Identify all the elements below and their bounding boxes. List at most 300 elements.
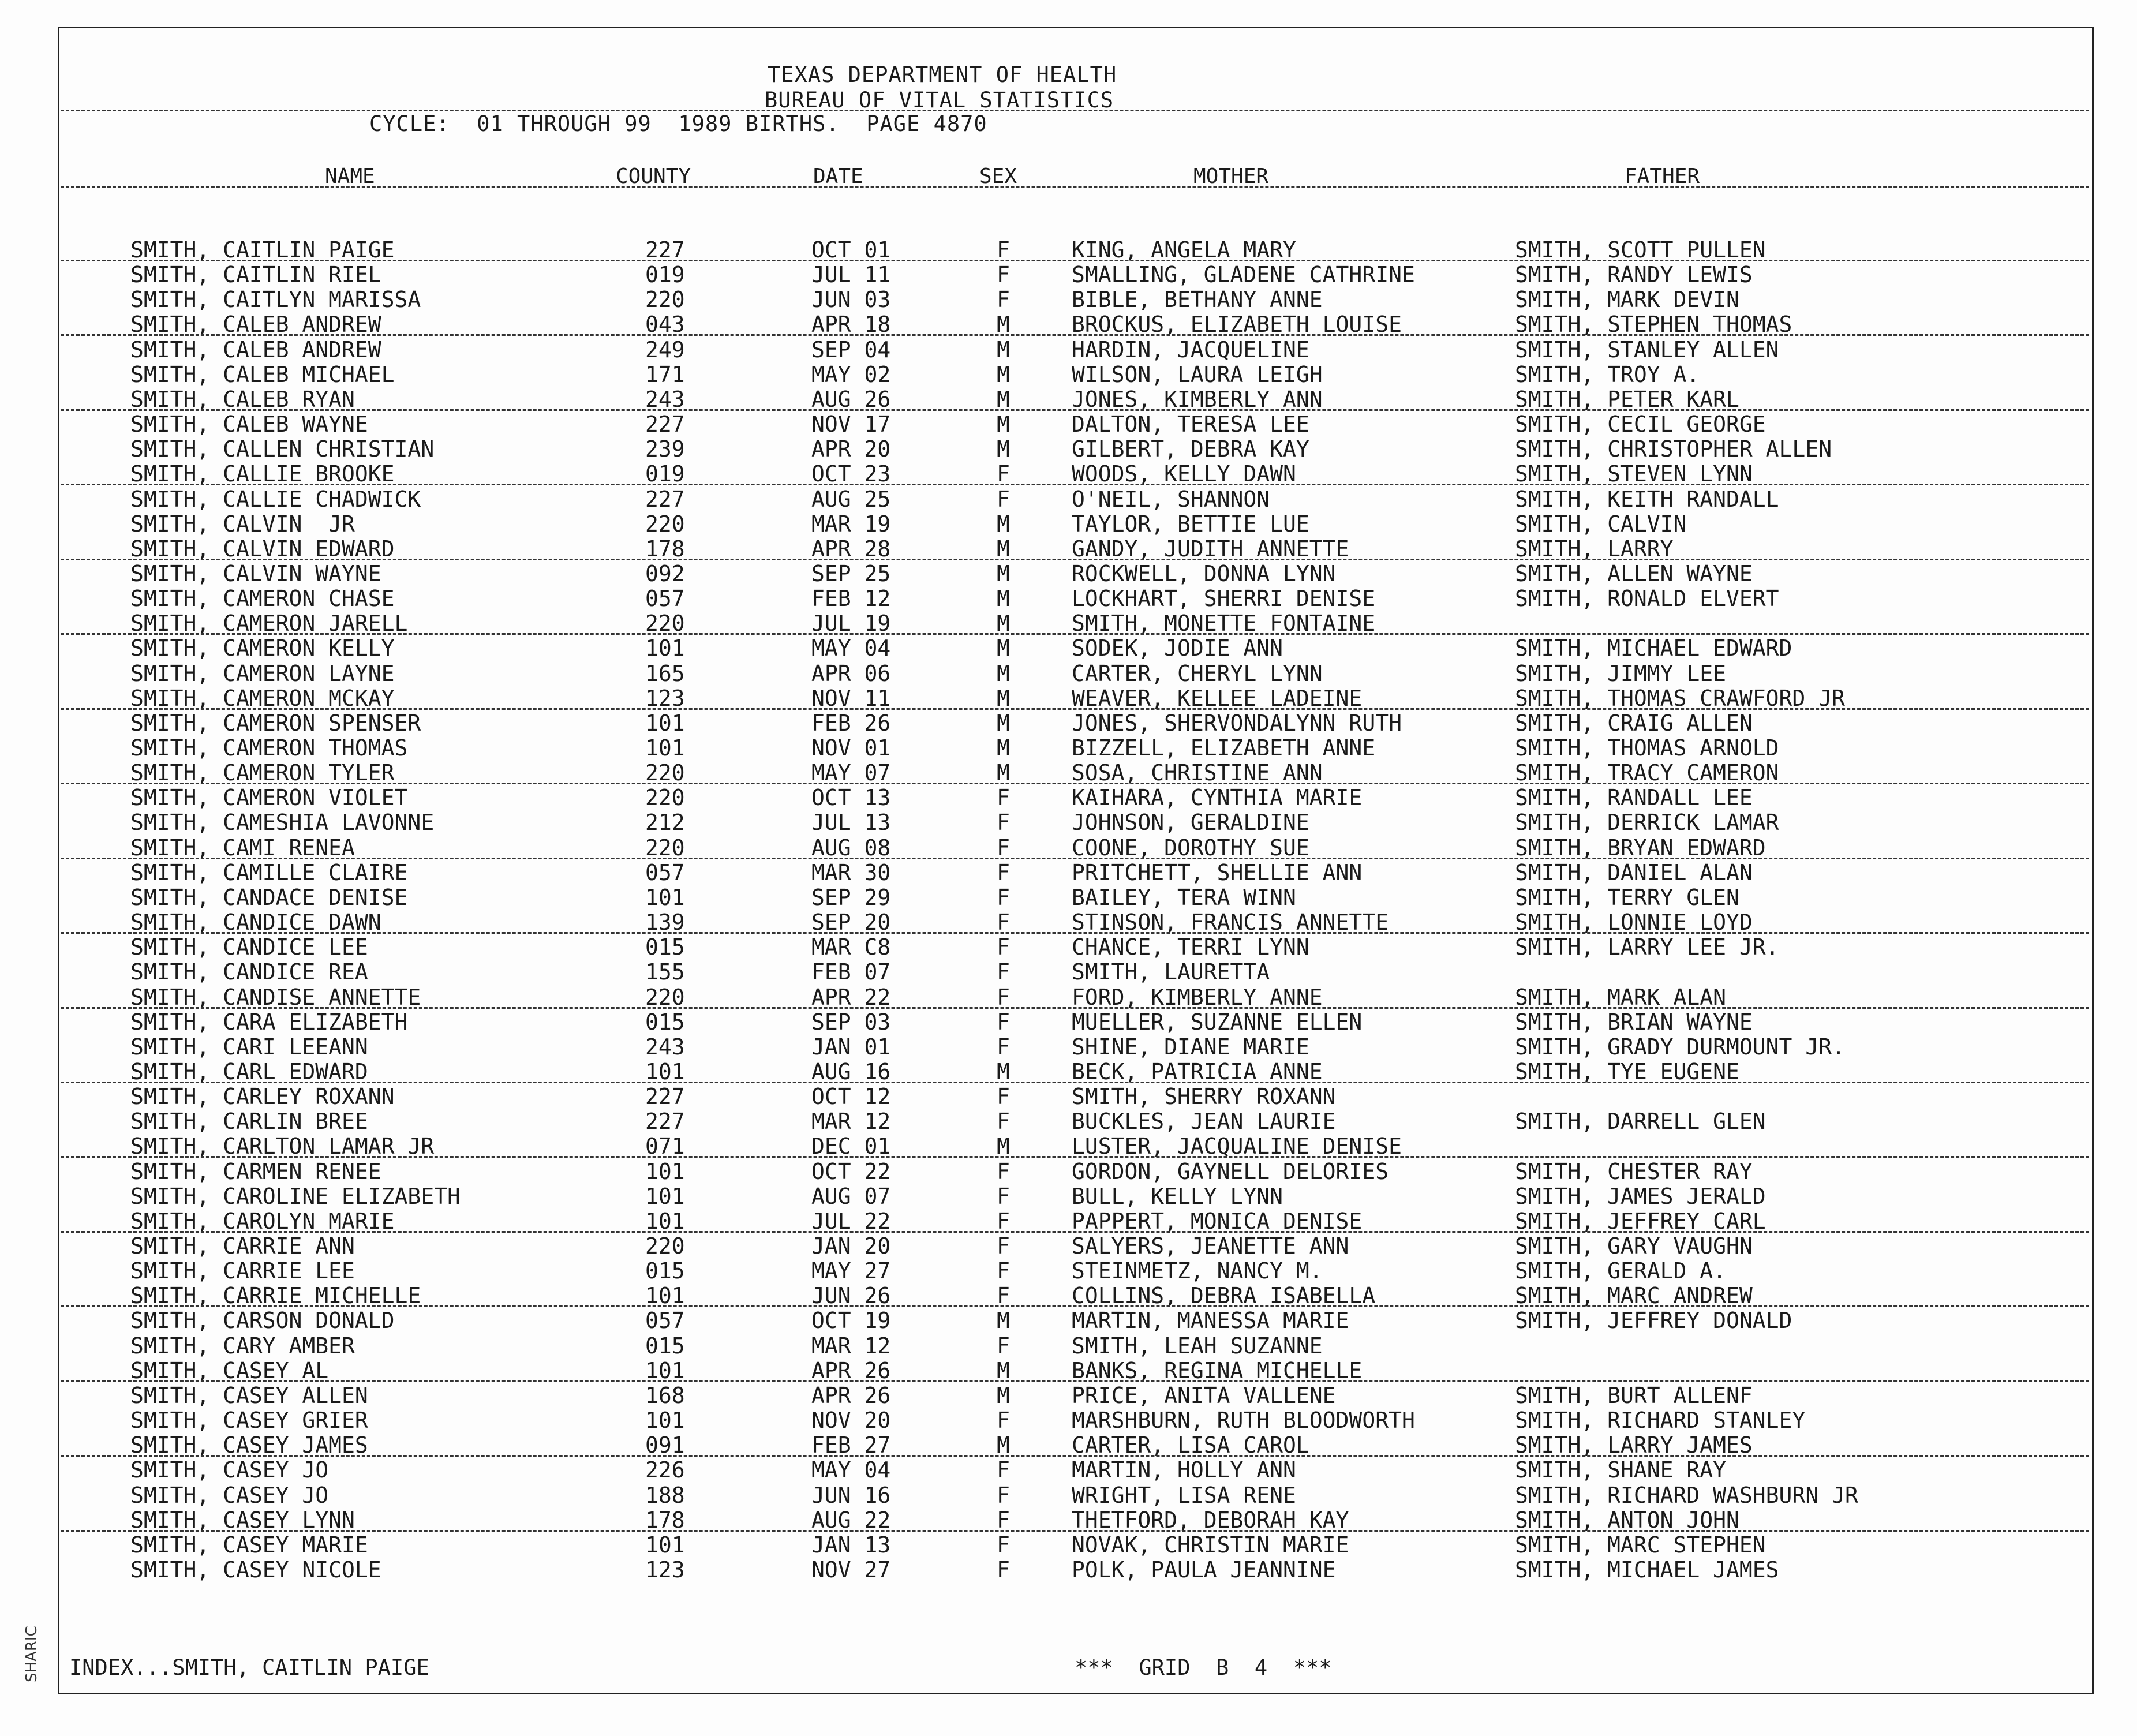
cell-sex: M — [997, 586, 1010, 611]
cell-county: 243 — [645, 1034, 685, 1060]
cell-date: FEB 07 — [811, 959, 891, 985]
cell-county: 178 — [645, 1507, 685, 1533]
table-row — [0, 661, 2137, 686]
cell-name: SMITH, CANDICE LEE — [130, 934, 368, 960]
table-row — [0, 512, 2137, 537]
cell-date: APR 18 — [811, 312, 891, 337]
cell-county: 155 — [645, 959, 685, 985]
column-header-rule — [61, 186, 2089, 188]
table-row — [0, 1010, 2137, 1035]
cell-mother: WILSON, LAURA LEIGH — [1072, 362, 1323, 387]
cell-sex: M — [997, 611, 1010, 636]
cell-name: SMITH, CANDICE DAWN — [130, 910, 381, 935]
cell-father: SMITH, DANIEL ALAN — [1515, 860, 1753, 885]
cell-sex: M — [997, 387, 1010, 412]
table-row — [0, 985, 2137, 1010]
table-row — [0, 1035, 2137, 1060]
cell-mother: SHINE, DIANE MARIE — [1072, 1034, 1309, 1060]
cell-county: 188 — [645, 1483, 685, 1508]
cell-mother: MARSHBURN, RUTH BLOODWORTH — [1072, 1408, 1415, 1433]
cell-date: JUL 13 — [811, 810, 891, 835]
cell-mother: BROCKUS, ELIZABETH LOUISE — [1072, 312, 1402, 337]
cell-sex: F — [997, 1408, 1010, 1433]
cell-name: SMITH, CAMERON JARELL — [130, 611, 408, 636]
cell-date: APR 20 — [811, 436, 891, 462]
cell-date: JUL 11 — [811, 262, 891, 287]
cell-date: JUL 22 — [811, 1209, 891, 1234]
cell-name: SMITH, CASEY AL — [130, 1358, 329, 1383]
cell-mother: ROCKWELL, DONNA LYNN — [1072, 561, 1336, 586]
cell-father: SMITH, KEITH RANDALL — [1515, 487, 1779, 512]
cell-name: SMITH, CARRIE MICHELLE — [130, 1283, 421, 1308]
cell-mother: PAPPERT, MONICA DENISE — [1072, 1209, 1363, 1234]
table-row — [0, 611, 2137, 636]
cell-county: 101 — [645, 735, 685, 761]
cell-county: 123 — [645, 1557, 685, 1582]
cell-date: SEP 03 — [811, 1009, 891, 1035]
cell-date: MAR 30 — [811, 860, 891, 885]
cell-mother: JONES, SHERVONDALYNN RUTH — [1072, 710, 1402, 736]
cell-name: SMITH, CARRIE ANN — [130, 1233, 355, 1259]
cell-sex: F — [997, 1258, 1010, 1284]
column-header-name: NAME — [325, 164, 375, 188]
cell-father: SMITH, RICHARD STANLEY — [1515, 1408, 1806, 1433]
cell-name: SMITH, CALVIN WAYNE — [130, 561, 381, 586]
cell-mother: COONE, DOROTHY SUE — [1072, 835, 1309, 860]
table-row — [0, 910, 2137, 935]
cell-sex: M — [997, 1059, 1010, 1084]
cell-mother: JONES, KIMBERLY ANN — [1072, 387, 1323, 412]
table-row — [0, 312, 2137, 337]
cell-sex: M — [997, 511, 1010, 537]
cell-date: JAN 13 — [811, 1532, 891, 1558]
cell-county: 057 — [645, 860, 685, 885]
cell-county: 249 — [645, 337, 685, 362]
table-row — [0, 1383, 2137, 1408]
cell-county: 101 — [645, 1283, 685, 1308]
cell-county: 101 — [645, 1408, 685, 1433]
cell-father: SMITH, STEVEN LYNN — [1515, 461, 1753, 487]
cell-county: 168 — [645, 1383, 685, 1408]
cell-name: SMITH, CALEB MICHAEL — [130, 362, 395, 387]
cell-name: SMITH, CASEY ALLEN — [130, 1383, 368, 1408]
cell-father: SMITH, SHANE RAY — [1515, 1457, 1727, 1483]
cell-mother: PRICE, ANITA VALLENE — [1072, 1383, 1336, 1408]
cell-sex: M — [997, 436, 1010, 462]
cell-sex: F — [997, 237, 1010, 263]
cell-county: 243 — [645, 387, 685, 412]
table-row — [0, 1359, 2137, 1383]
table-row — [0, 1308, 2137, 1333]
cell-father: SMITH, JEFFREY CARL — [1515, 1209, 1766, 1234]
cell-sex: M — [997, 635, 1010, 661]
cell-mother: SMALLING, GLADENE CATHRINE — [1072, 262, 1415, 287]
cell-date: JUN 03 — [811, 287, 891, 312]
cell-mother: WEAVER, KELLEE LADEINE — [1072, 686, 1363, 711]
table-row — [0, 1109, 2137, 1134]
table-row — [0, 1209, 2137, 1234]
cell-name: SMITH, CAMERON VIOLET — [130, 785, 408, 810]
table-row — [0, 1284, 2137, 1308]
cell-mother: CARTER, LISA CAROL — [1072, 1432, 1309, 1458]
cell-county: 101 — [645, 1059, 685, 1084]
cell-sex: F — [997, 1209, 1010, 1234]
table-row — [0, 562, 2137, 586]
cell-sex: F — [997, 1233, 1010, 1259]
cell-father: SMITH, CHESTER RAY — [1515, 1159, 1753, 1184]
cell-name: SMITH, CAMERON SPENSER — [130, 710, 421, 736]
table-row — [0, 287, 2137, 312]
table-row — [0, 686, 2137, 711]
cell-name: SMITH, CAMERON THOMAS — [130, 735, 408, 761]
cell-father: SMITH, JAMES JERALD — [1515, 1184, 1766, 1209]
cell-county: 092 — [645, 561, 685, 586]
cell-sex: F — [997, 1557, 1010, 1582]
cell-name: SMITH, CAMI RENEA — [130, 835, 355, 860]
cell-father: SMITH, LARRY — [1515, 536, 1674, 562]
cell-date: DEC 01 — [811, 1133, 891, 1159]
cell-name: SMITH, CARLIN BREE — [130, 1109, 368, 1134]
cell-mother: HARDIN, JACQUELINE — [1072, 337, 1309, 362]
header-bureau: BUREAU OF VITAL STATISTICS — [765, 88, 1114, 113]
table-row — [0, 860, 2137, 885]
footer-index: INDEX...SMITH, CAITLIN PAIGE — [69, 1655, 429, 1680]
table-row — [0, 1134, 2137, 1159]
cell-mother: JOHNSON, GERALDINE — [1072, 810, 1309, 835]
cell-date: SEP 25 — [811, 561, 891, 586]
table-row — [0, 1234, 2137, 1259]
cell-mother: LOCKHART, SHERRI DENISE — [1072, 586, 1376, 611]
cell-mother: SALYERS, JEANETTE ANN — [1072, 1233, 1349, 1259]
cell-county: 220 — [645, 985, 685, 1010]
cell-name: SMITH, CANDISE ANNETTE — [130, 985, 421, 1010]
column-header-county: COUNTY — [616, 164, 691, 188]
cell-date: SEP 29 — [811, 885, 891, 910]
cell-name: SMITH, CAITLYN MARISSA — [130, 287, 421, 312]
cell-mother: STEINMETZ, NANCY M. — [1072, 1258, 1323, 1284]
cell-father: SMITH, THOMAS CRAWFORD JR — [1515, 686, 1845, 711]
cell-county: 123 — [645, 686, 685, 711]
table-row — [0, 1334, 2137, 1359]
column-header-mother: MOTHER — [1193, 164, 1269, 188]
cell-county: 091 — [645, 1432, 685, 1458]
cell-sex: M — [997, 411, 1010, 437]
cell-mother: BANKS, REGINA MICHELLE — [1072, 1358, 1363, 1383]
cell-sex: M — [997, 1383, 1010, 1408]
cell-mother: BUCKLES, JEAN LAURIE — [1072, 1109, 1336, 1134]
table-row — [0, 1558, 2137, 1582]
table-row — [0, 785, 2137, 810]
cell-name: SMITH, CARL EDWARD — [130, 1059, 368, 1084]
cell-father: SMITH, DARRELL GLEN — [1515, 1109, 1766, 1134]
table-row — [0, 711, 2137, 736]
cell-name: SMITH, CAROLINE ELIZABETH — [130, 1184, 461, 1209]
cell-date: NOV 11 — [811, 686, 891, 711]
cell-county: 227 — [645, 411, 685, 437]
cell-father: SMITH, MARK ALAN — [1515, 985, 1727, 1010]
cell-father: SMITH, CALVIN — [1515, 511, 1687, 537]
cell-mother: KING, ANGELA MARY — [1072, 237, 1296, 263]
cell-date: OCT 13 — [811, 785, 891, 810]
cell-sex: M — [997, 686, 1010, 711]
cell-date: FEB 26 — [811, 710, 891, 736]
table-row — [0, 263, 2137, 287]
cell-county: 071 — [645, 1133, 685, 1159]
cell-date: OCT 01 — [811, 237, 891, 263]
header-cycle: CYCLE: 01 THROUGH 99 1989 BIRTHS. PAGE 4870 — [369, 111, 987, 136]
cell-mother: GANDY, JUDITH ANNETTE — [1072, 536, 1349, 562]
cell-father: SMITH, RICHARD WASHBURN JR — [1515, 1483, 1858, 1508]
cell-date: AUG 16 — [811, 1059, 891, 1084]
cell-mother: BAILEY, TERA WINN — [1072, 885, 1296, 910]
cell-sex: F — [997, 860, 1010, 885]
cell-father: SMITH, TERRY GLEN — [1515, 885, 1739, 910]
cell-county: 019 — [645, 262, 685, 287]
table-row — [0, 736, 2137, 761]
table-row — [0, 387, 2137, 412]
cell-county: 227 — [645, 1109, 685, 1134]
cell-mother: CARTER, CHERYL LYNN — [1072, 661, 1323, 686]
cell-mother: GILBERT, DEBRA KAY — [1072, 436, 1309, 462]
cell-name: SMITH, CALLIE CHADWICK — [130, 487, 421, 512]
cell-name: SMITH, CARI LEEANN — [130, 1034, 368, 1060]
cell-mother: COLLINS, DEBRA ISABELLA — [1072, 1283, 1376, 1308]
cell-county: 165 — [645, 661, 685, 686]
cell-sex: F — [997, 885, 1010, 910]
cell-date: SEP 20 — [811, 910, 891, 935]
side-label: SHARIC — [23, 1626, 40, 1682]
cell-sex: M — [997, 312, 1010, 337]
cell-mother: SMITH, LEAH SUZANNE — [1072, 1333, 1323, 1359]
table-row — [0, 1259, 2137, 1284]
cell-county: 015 — [645, 1333, 685, 1359]
cell-county: 212 — [645, 810, 685, 835]
cell-name: SMITH, CANDACE DENISE — [130, 885, 408, 910]
cell-date: JAN 01 — [811, 1034, 891, 1060]
cell-name: SMITH, CASEY JO — [130, 1483, 329, 1508]
cell-father: SMITH, STANLEY ALLEN — [1515, 337, 1779, 362]
cell-father: SMITH, DERRICK LAMAR — [1515, 810, 1779, 835]
cell-mother: CHANCE, TERRI LYNN — [1072, 934, 1309, 960]
cell-mother: SOSA, CHRISTINE ANN — [1072, 760, 1323, 785]
cell-sex: F — [997, 1283, 1010, 1308]
cell-sex: M — [997, 337, 1010, 362]
cell-sex: F — [997, 910, 1010, 935]
cell-father: SMITH, LARRY JAMES — [1515, 1432, 1753, 1458]
cell-name: SMITH, CASEY NICOLE — [130, 1557, 381, 1582]
cell-name: SMITH, CAMERON KELLY — [130, 635, 395, 661]
cell-date: AUG 25 — [811, 487, 891, 512]
cell-mother: WOODS, KELLY DAWN — [1072, 461, 1296, 487]
cell-date: NOV 20 — [811, 1408, 891, 1433]
cell-mother: SMITH, MONETTE FONTAINE — [1072, 611, 1376, 636]
cell-name: SMITH, CAMERON TYLER — [130, 760, 395, 785]
cell-sex: M — [997, 1133, 1010, 1159]
cell-date: OCT 19 — [811, 1308, 891, 1333]
cell-father: SMITH, ALLEN WAYNE — [1515, 561, 1753, 586]
cell-father: SMITH, LONNIE LOYD — [1515, 910, 1753, 935]
cell-sex: F — [997, 1109, 1010, 1134]
cell-sex: M — [997, 1432, 1010, 1458]
cell-county: 220 — [645, 1233, 685, 1259]
cell-mother: BIBLE, BETHANY ANNE — [1072, 287, 1323, 312]
cell-father: SMITH, CECIL GEORGE — [1515, 411, 1766, 437]
table-row — [0, 537, 2137, 562]
cell-county: 015 — [645, 934, 685, 960]
cell-father: SMITH, JIMMY LEE — [1515, 661, 1727, 686]
cell-date: MAY 27 — [811, 1258, 891, 1284]
cell-county: 220 — [645, 785, 685, 810]
cell-father: SMITH, PETER KARL — [1515, 387, 1739, 412]
cell-mother: POLK, PAULA JEANNINE — [1072, 1557, 1336, 1582]
cell-date: APR 28 — [811, 536, 891, 562]
cell-name: SMITH, CAITLIN PAIGE — [130, 237, 395, 263]
cell-date: MAR 12 — [811, 1333, 891, 1359]
cell-date: NOV 17 — [811, 411, 891, 437]
cell-sex: F — [997, 1507, 1010, 1533]
cell-sex: F — [997, 1009, 1010, 1035]
cell-name: SMITH, CARA ELIZABETH — [130, 1009, 408, 1035]
cell-county: 227 — [645, 487, 685, 512]
cell-mother: MARTIN, HOLLY ANN — [1072, 1457, 1296, 1483]
table-row — [0, 1483, 2137, 1508]
cell-county: 220 — [645, 611, 685, 636]
table-row — [0, 338, 2137, 362]
cell-father: SMITH, ANTON JOHN — [1515, 1507, 1739, 1533]
table-row — [0, 885, 2137, 910]
table-row — [0, 586, 2137, 611]
cell-name: SMITH, CASEY JAMES — [130, 1432, 368, 1458]
cell-county: 220 — [645, 287, 685, 312]
cell-date: APR 26 — [811, 1383, 891, 1408]
cell-mother: LUSTER, JACQUALINE DENISE — [1072, 1133, 1402, 1159]
cell-sex: F — [997, 287, 1010, 312]
cell-county: 019 — [645, 461, 685, 487]
cell-name: SMITH, CALEB ANDREW — [130, 337, 381, 362]
cell-county: 101 — [645, 885, 685, 910]
cell-father: SMITH, MARC STEPHEN — [1515, 1532, 1766, 1558]
cell-date: MAR 12 — [811, 1109, 891, 1134]
cell-name: SMITH, CALLIE BROOKE — [130, 461, 395, 487]
cell-father: SMITH, THOMAS ARNOLD — [1515, 735, 1779, 761]
cell-sex: F — [997, 985, 1010, 1010]
cell-county: 227 — [645, 237, 685, 263]
cell-mother: NOVAK, CHRISTIN MARIE — [1072, 1532, 1349, 1558]
table-row — [0, 362, 2137, 387]
cell-county: 043 — [645, 312, 685, 337]
cell-county: 220 — [645, 760, 685, 785]
table-row — [0, 1458, 2137, 1483]
cell-county: 220 — [645, 511, 685, 537]
cell-date: FEB 27 — [811, 1432, 891, 1458]
cell-name: SMITH, CALLEN CHRISTIAN — [130, 436, 435, 462]
cell-name: SMITH, CAMESHIA LAVONNE — [130, 810, 435, 835]
cell-county: 015 — [645, 1009, 685, 1035]
cell-mother: FORD, KIMBERLY ANNE — [1072, 985, 1323, 1010]
cell-mother: MUELLER, SUZANNE ELLEN — [1072, 1009, 1363, 1035]
cell-county: 139 — [645, 910, 685, 935]
cell-date: APR 22 — [811, 985, 891, 1010]
cell-county: 178 — [645, 536, 685, 562]
cell-date: NOV 27 — [811, 1557, 891, 1582]
header-rule — [61, 110, 2089, 111]
cell-date: JAN 20 — [811, 1233, 891, 1259]
cell-mother: THETFORD, DEBORAH KAY — [1072, 1507, 1349, 1533]
table-row — [0, 1408, 2137, 1433]
cell-date: AUG 08 — [811, 835, 891, 860]
cell-sex: M — [997, 661, 1010, 686]
cell-name: SMITH, CAROLYN MARIE — [130, 1209, 395, 1234]
cell-name: SMITH, CARMEN RENEE — [130, 1159, 381, 1184]
cell-sex: F — [997, 1159, 1010, 1184]
cell-county: 101 — [645, 635, 685, 661]
cell-sex: F — [997, 1483, 1010, 1508]
table-row — [0, 412, 2137, 437]
table-row — [0, 437, 2137, 462]
cell-sex: F — [997, 262, 1010, 287]
table-row — [0, 462, 2137, 487]
table-row — [0, 487, 2137, 512]
cell-date: MAY 04 — [811, 1457, 891, 1483]
cell-mother: PRITCHETT, SHELLIE ANN — [1072, 860, 1363, 885]
table-row — [0, 1184, 2137, 1209]
cell-county: 015 — [645, 1258, 685, 1284]
cell-father: SMITH, RANDALL LEE — [1515, 785, 1753, 810]
cell-sex: F — [997, 959, 1010, 985]
cell-county: 101 — [645, 1532, 685, 1558]
cell-county: 057 — [645, 586, 685, 611]
cell-county: 101 — [645, 1159, 685, 1184]
cell-father: SMITH, MARC ANDREW — [1515, 1283, 1753, 1308]
cell-sex: F — [997, 487, 1010, 512]
cell-date: APR 26 — [811, 1358, 891, 1383]
cell-date: OCT 22 — [811, 1159, 891, 1184]
cell-mother: SODEK, JODIE ANN — [1072, 635, 1283, 661]
cell-name: SMITH, CAITLIN RIEL — [130, 262, 381, 287]
cell-date: JUN 16 — [811, 1483, 891, 1508]
cell-mother: WRIGHT, LISA RENE — [1072, 1483, 1296, 1508]
cell-date: AUG 22 — [811, 1507, 891, 1533]
cell-name: SMITH, CASEY LYNN — [130, 1507, 355, 1533]
table-row — [0, 761, 2137, 785]
cell-date: FEB 12 — [811, 586, 891, 611]
cell-county: 226 — [645, 1457, 685, 1483]
cell-date: AUG 07 — [811, 1184, 891, 1209]
table-row — [0, 960, 2137, 985]
cell-date: MAR 19 — [811, 511, 891, 537]
cell-county: 171 — [645, 362, 685, 387]
cell-date: MAY 02 — [811, 362, 891, 387]
table-row — [0, 935, 2137, 960]
cell-father: SMITH, CRAIG ALLEN — [1515, 710, 1753, 736]
cell-name: SMITH, CARY AMBER — [130, 1333, 355, 1359]
footer-grid: *** GRID B 4 *** — [1075, 1655, 1332, 1680]
cell-father: SMITH, TROY A. — [1515, 362, 1700, 387]
cell-father: SMITH, MARK DEVIN — [1515, 287, 1739, 312]
cell-date: JUN 26 — [811, 1283, 891, 1308]
table-row — [0, 238, 2137, 263]
cell-date: APR 06 — [811, 661, 891, 686]
table-row — [0, 1159, 2137, 1184]
table-row — [0, 1060, 2137, 1084]
cell-name: SMITH, CALVIN JR — [130, 511, 355, 537]
cell-county: 220 — [645, 835, 685, 860]
table-row — [0, 1508, 2137, 1533]
cell-father: SMITH, BURT ALLENF — [1515, 1383, 1753, 1408]
cell-date: MAY 07 — [811, 760, 891, 785]
cell-father: SMITH, STEPHEN THOMAS — [1515, 312, 1792, 337]
table-row — [0, 1433, 2137, 1458]
